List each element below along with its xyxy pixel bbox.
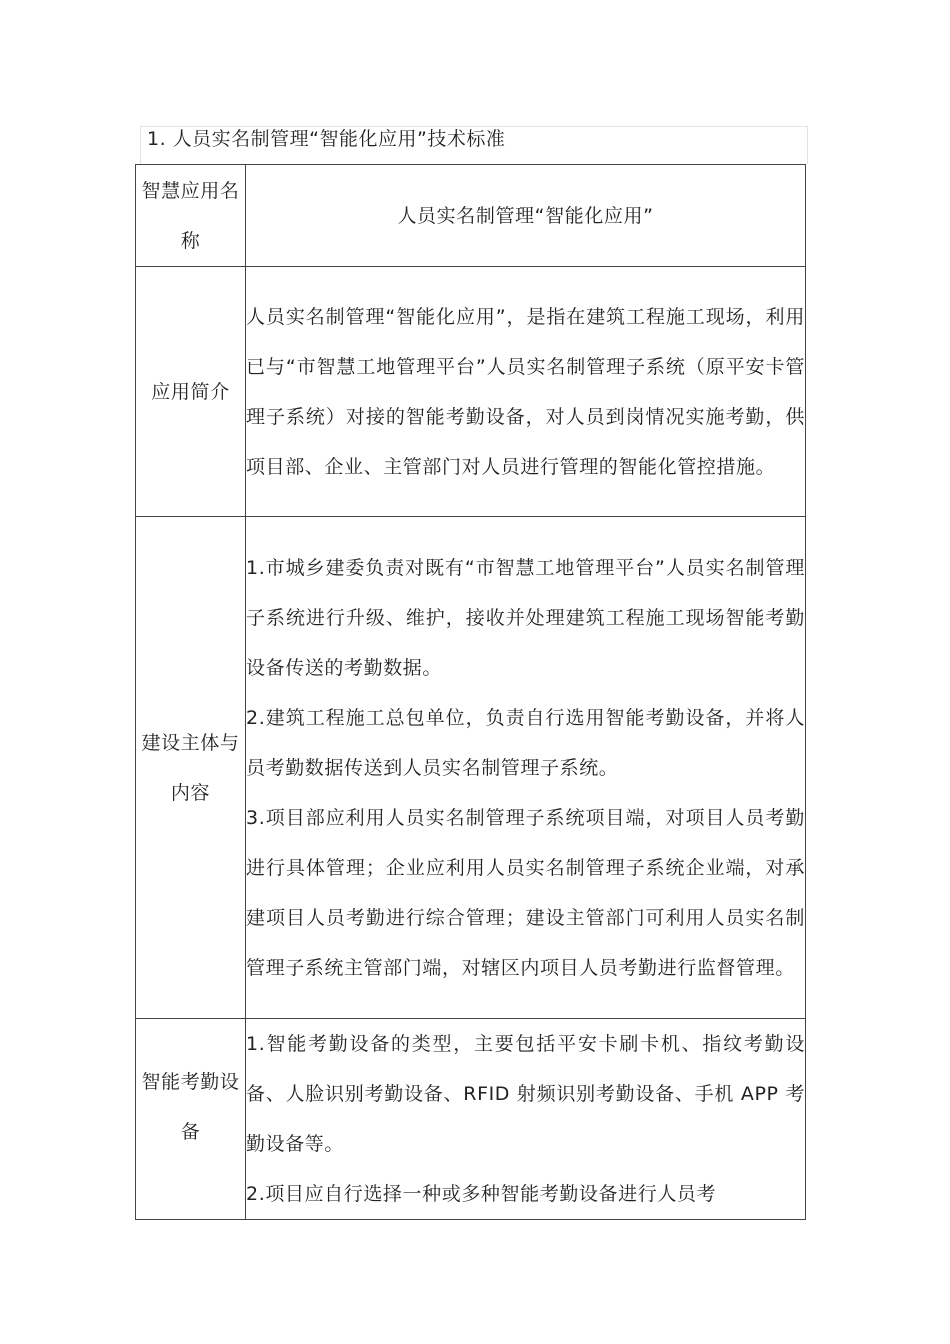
row-label-intro: 应用简介 xyxy=(136,267,246,517)
table-row xyxy=(136,267,806,517)
paragraph: 1.智能考勤设备的类型，主要包括平安卡刷卡机、指纹考勤设备、人脸识别考勤设备、RFID 射频识别考勤设备、手机 APP 考勤设备等。 xyxy=(246,1033,805,1155)
paragraph: 2.建筑工程施工总包单位，负责自行选用智能考勤设备，并将人员考勤数据传送到人员实名制管理子系统。 xyxy=(246,706,805,779)
row-content-construction xyxy=(246,517,806,1019)
row-content-app-name xyxy=(246,165,806,267)
row-label-app-name: 智慧应用名称 xyxy=(136,165,246,267)
row-label-construction: 建设主体与内容 xyxy=(136,517,246,1019)
paragraph: 人员实名制管理“智能化应用”，是指在建筑工程施工现场，利用已与“市智慧工地管理平台”人员实名制管理子系统（原平安卡管理子系统）对接的智能考勤设备，对人员到岗情况实施考勤，供项目部、企业、主管部门对人员进行管理的智能化管控措施。 xyxy=(246,305,805,478)
paragraph: 人员实名制管理“智能化应用” xyxy=(397,204,654,227)
standard-table xyxy=(135,164,806,1220)
table-row xyxy=(136,165,806,267)
table-row xyxy=(136,517,806,1019)
paragraph: 1.市城乡建委负责对既有“市智慧工地管理平台”人员实名制管理子系统进行升级、维护，接收并处理建筑工程施工现场智能考勤设备传送的考勤数据。 xyxy=(246,556,805,679)
row-label-devices: 智能考勤设备 xyxy=(136,1019,246,1220)
paragraph: 2.项目应自行选择一种或多种智能考勤设备进行人员考 xyxy=(246,1183,717,1205)
table-row xyxy=(136,1019,806,1220)
row-content-intro xyxy=(246,267,806,517)
row-content-devices xyxy=(246,1019,806,1220)
paragraph: 3.项目部应利用人员实名制管理子系统项目端，对项目人员考勤进行具体管理；企业应利用人员实名制管理子系统企业端，对承建项目人员考勤进行综合管理；建设主管部门可利用人员实名制管理子系统主管部门端，对辖区内项目人员考勤进行监督管理。 xyxy=(246,806,805,979)
section-title: 1. 人员实名制管理“智能化应用”技术标准 xyxy=(140,126,808,164)
